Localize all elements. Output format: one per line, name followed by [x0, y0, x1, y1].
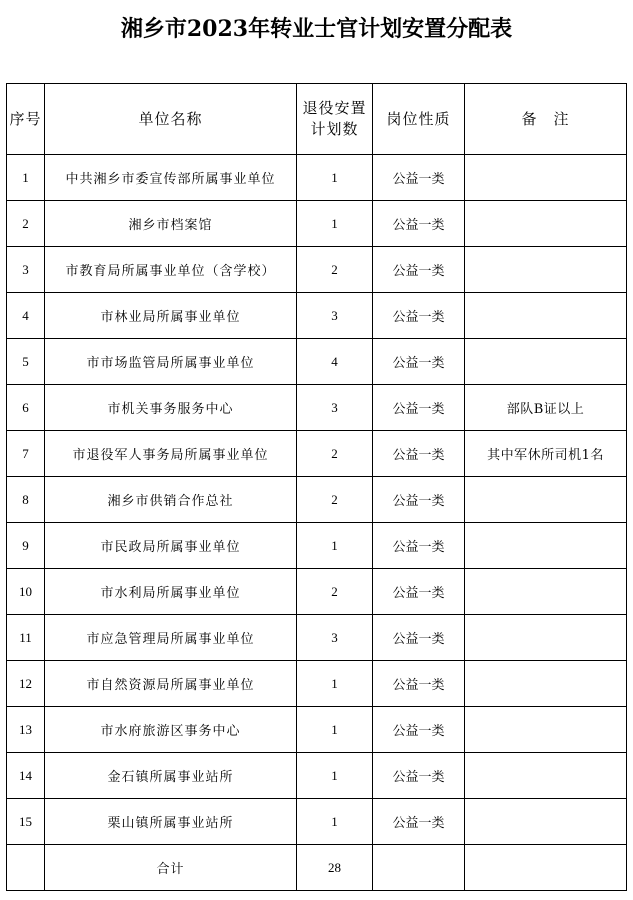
table-row — [7, 385, 627, 431]
row-type: 公益一类 — [373, 707, 465, 753]
row-note — [465, 477, 627, 523]
table-row — [7, 569, 627, 615]
row-type: 公益一类 — [373, 201, 465, 247]
row-note — [465, 155, 627, 201]
table-row — [7, 247, 627, 293]
document-title: 湘乡市2023年转业士官计划安置分配表 — [120, 16, 513, 42]
table-row — [7, 431, 627, 477]
row-seq: 4 — [7, 293, 45, 339]
row-note — [465, 293, 627, 339]
table-row — [7, 293, 627, 339]
row-unit: 湘乡市档案馆 — [45, 201, 297, 247]
table-row — [7, 615, 627, 661]
row-unit: 市水府旅游区事务中心 — [45, 707, 297, 753]
row-type: 公益一类 — [373, 155, 465, 201]
row-unit: 市自然资源局所属事业单位 — [45, 661, 297, 707]
header-seq: 序号 — [7, 84, 45, 155]
row-seq: 7 — [7, 431, 45, 477]
row-note — [465, 707, 627, 753]
row-unit: 中共湘乡市委宣传部所属事业单位 — [45, 155, 297, 201]
total-note — [465, 845, 627, 891]
table-header-row — [7, 84, 627, 155]
row-note — [465, 661, 627, 707]
row-type: 公益一类 — [373, 385, 465, 431]
row-unit: 市应急管理局所属事业单位 — [45, 615, 297, 661]
row-type: 公益一类 — [373, 799, 465, 845]
row-unit: 市市场监管局所属事业单位 — [45, 339, 297, 385]
row-count: 2 — [297, 431, 373, 477]
row-seq: 2 — [7, 201, 45, 247]
row-note — [465, 201, 627, 247]
table-row — [7, 707, 627, 753]
table-row — [7, 339, 627, 385]
row-seq: 1 — [7, 155, 45, 201]
row-unit: 湘乡市供销合作总社 — [45, 477, 297, 523]
row-type: 公益一类 — [373, 339, 465, 385]
allocation-table — [6, 83, 627, 891]
table-row — [7, 201, 627, 247]
row-note — [465, 799, 627, 845]
row-count: 1 — [297, 523, 373, 569]
row-seq: 6 — [7, 385, 45, 431]
row-note — [465, 569, 627, 615]
row-note — [465, 615, 627, 661]
row-count: 2 — [297, 477, 373, 523]
row-note — [465, 523, 627, 569]
row-count: 3 — [297, 385, 373, 431]
header-unit: 单位名称 — [45, 84, 297, 155]
row-note: 部队B证以上 — [465, 385, 627, 431]
total-type — [373, 845, 465, 891]
row-count: 3 — [297, 615, 373, 661]
table-row — [7, 477, 627, 523]
row-unit: 市水利局所属事业单位 — [45, 569, 297, 615]
table-row — [7, 523, 627, 569]
row-seq: 13 — [7, 707, 45, 753]
row-seq: 10 — [7, 569, 45, 615]
row-seq: 15 — [7, 799, 45, 845]
row-unit: 金石镇所属事业站所 — [45, 753, 297, 799]
total-label: 合计 — [45, 845, 297, 891]
table-row — [7, 799, 627, 845]
row-count: 4 — [297, 339, 373, 385]
row-count: 1 — [297, 661, 373, 707]
header-count: 退役安置计划数 — [297, 84, 373, 155]
row-count: 2 — [297, 569, 373, 615]
row-unit: 栗山镇所属事业站所 — [45, 799, 297, 845]
row-type: 公益一类 — [373, 477, 465, 523]
row-type: 公益一类 — [373, 569, 465, 615]
total-row — [7, 845, 627, 891]
row-note — [465, 753, 627, 799]
row-type: 公益一类 — [373, 523, 465, 569]
row-type: 公益一类 — [373, 661, 465, 707]
row-unit: 市机关事务服务中心 — [45, 385, 297, 431]
header-note: 备 注 — [465, 84, 627, 155]
table-row — [7, 155, 627, 201]
row-count: 3 — [297, 293, 373, 339]
row-unit: 市林业局所属事业单位 — [45, 293, 297, 339]
row-seq: 8 — [7, 477, 45, 523]
row-note — [465, 339, 627, 385]
row-count: 1 — [297, 707, 373, 753]
row-type: 公益一类 — [373, 293, 465, 339]
row-seq: 14 — [7, 753, 45, 799]
row-seq: 11 — [7, 615, 45, 661]
row-seq: 5 — [7, 339, 45, 385]
row-count: 2 — [297, 247, 373, 293]
row-seq: 12 — [7, 661, 45, 707]
row-type: 公益一类 — [373, 431, 465, 477]
table-row — [7, 753, 627, 799]
row-note: 其中军休所司机1名 — [465, 431, 627, 477]
table-row — [7, 661, 627, 707]
row-type: 公益一类 — [373, 753, 465, 799]
row-unit: 市退役军人事务局所属事业单位 — [45, 431, 297, 477]
row-note — [465, 247, 627, 293]
row-count: 1 — [297, 155, 373, 201]
row-count: 1 — [297, 201, 373, 247]
row-unit: 市民政局所属事业单位 — [45, 523, 297, 569]
row-type: 公益一类 — [373, 247, 465, 293]
total-count: 28 — [297, 845, 373, 891]
row-seq: 9 — [7, 523, 45, 569]
row-seq: 3 — [7, 247, 45, 293]
row-unit: 市教育局所属事业单位（含学校） — [45, 247, 297, 293]
row-count: 1 — [297, 799, 373, 845]
row-type: 公益一类 — [373, 615, 465, 661]
row-count: 1 — [297, 753, 373, 799]
header-type: 岗位性质 — [373, 84, 465, 155]
total-seq — [7, 845, 45, 891]
